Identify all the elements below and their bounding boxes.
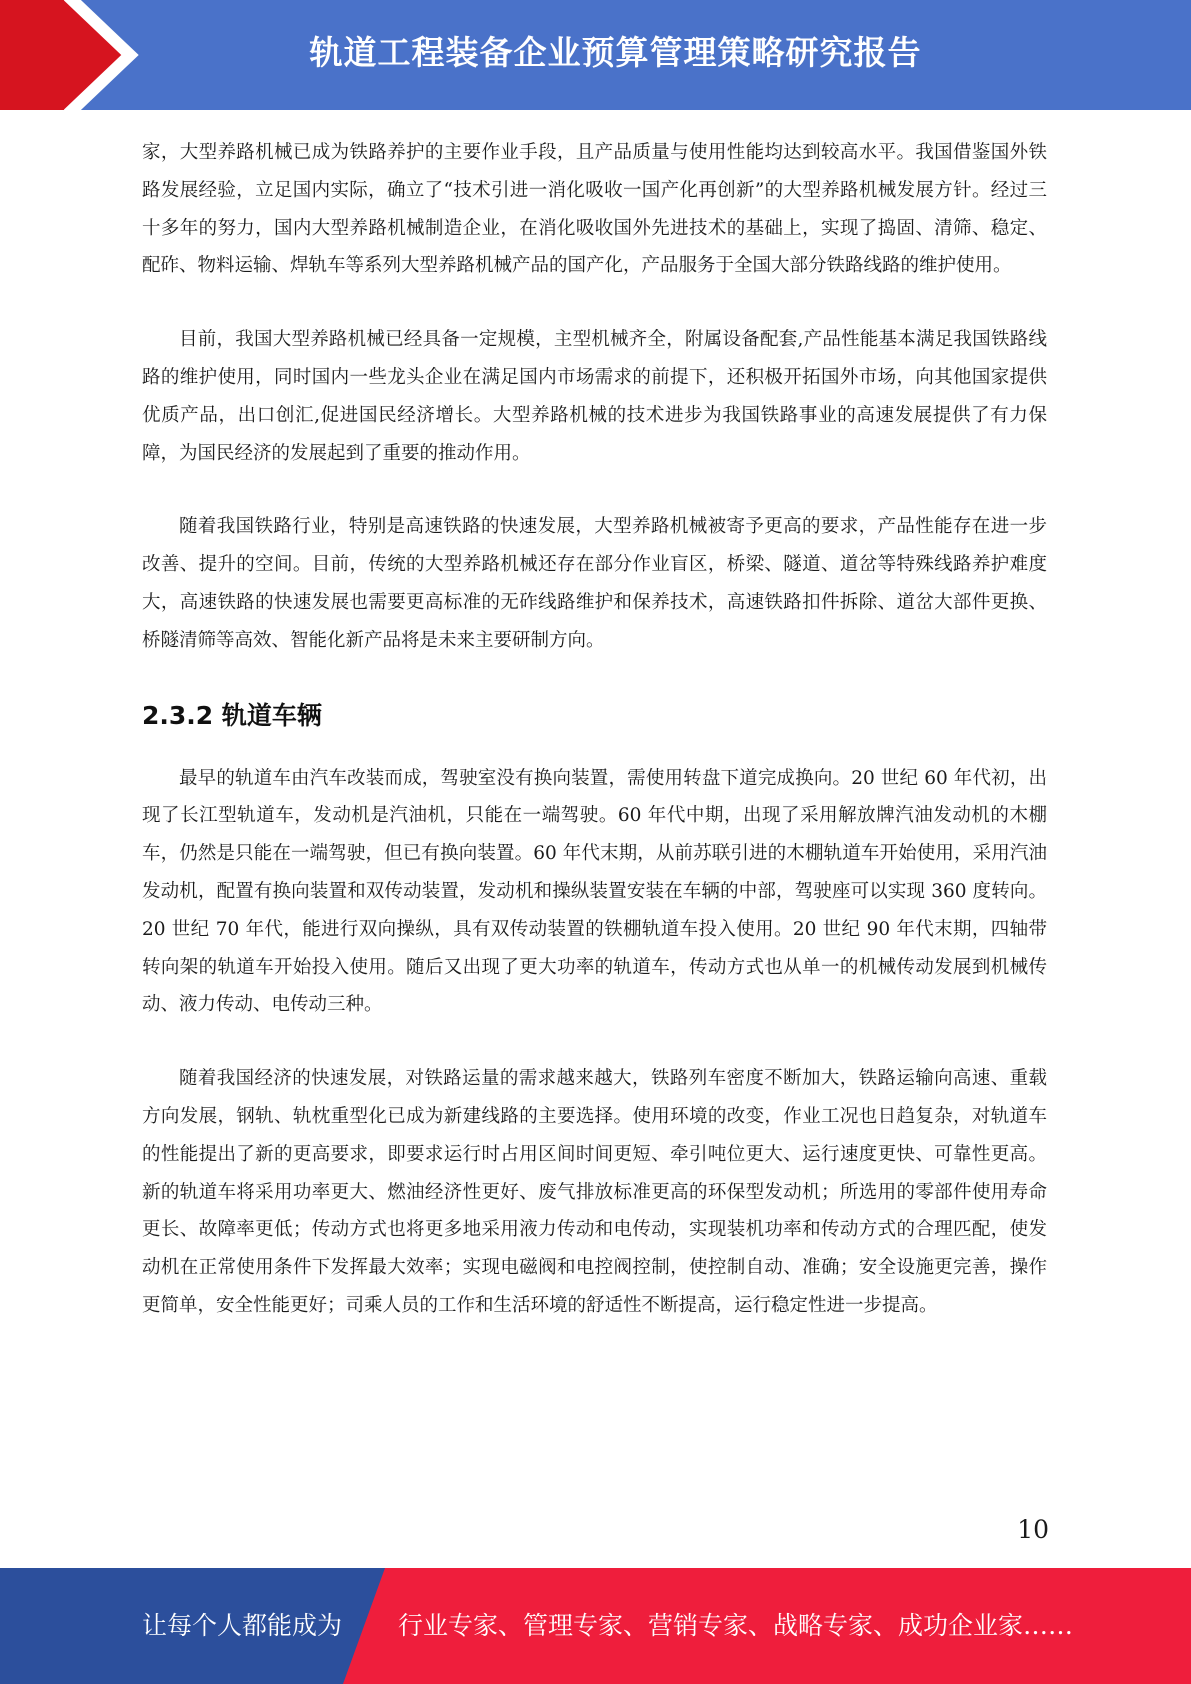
paragraph: 随着我国经济的快速发展，对铁路运量的需求越来越大，铁路列车密度不断加大，铁路运输向高速、重载方向发展，钢轨、轨枕重型化已成为新建线路的主要选择。使用环境的改变，作业工况也日趋复杂，对轨道车的性能提出了新的更高要求，即要求运行时占用区间时间更短、牵引吨位更大、运行速度更快、可靠性更高。新的轨道车将采用功率更大、燃油经济性更好、废气排放标准更高的环保型发动机；所选用的零部件使用寿命更长、故障率更低；传动方式也将更多地采用液力传动和电传动，实现装机功率和传动方式的合理匹配，使发动机在正常使用条件下发挥最大效率；实现电磁阀和电控阀控制，使控制自动、准确；安全设施更完善，操作更简单，安全性能更好；司乘人员的工作和生活环境的舒适性不断提高，运行稳定性进一步提高。 xyxy=(142,1068,1047,1316)
header-chevron-icon xyxy=(0,0,160,110)
document-body xyxy=(142,134,1047,1361)
footer-slogan-roles: 行业专家、管理专家、营销专家、战略专家、成功企业家…… xyxy=(398,1611,1074,1640)
report-title: 轨道工程装备企业预算管理策略研究报告 xyxy=(309,33,922,72)
paragraph: 最早的轨道车由汽车改装而成，驾驶室没有换向装置，需使用转盘下道完成换向。20 世纪 60 年代初，出现了长江型轨道车，发动机是汽油机，只能在一端驾驶。60 年代中期，出现了采用解放牌汽油发动机的木棚车，仍然是只能在一端驾驶，但已有换向装置。60 年代末期，从前苏联引进的木棚轨道车开始使用，采用汽油发动机，配置有换向装置和双传动装置，发动机和操纵装置安装在车辆的中部，驾驶座可以实现 360 度转向。20 世纪 70 年代，能进行双向操纵，具有双传动装置的铁棚轨道车投入使用。20 世纪 90 年代末期，四轴带转向架的轨道车开始投入使用。随后又出现了更大功率的轨道车，传动方式也从单一的机械传动发展到机械传动、液力传动、电传动三种。 xyxy=(142,767,1047,1016)
page-number: 10 xyxy=(1017,1515,1049,1544)
paragraph: 目前，我国大型养路机械已经具备一定规模，主型机械齐全，附属设备配套,产品性能基本满足我国铁路线路的维护使用，同时国内一些龙头企业在满足国内市场需求的前提下，还积极开拓国外市场，向其他国家提供优质产品，出口创汇,促进国民经济增长。大型养路机械的技术进步为我国铁路事业的高速发展提供了有力保障，为国民经济的发展起到了重要的推动作用。 xyxy=(142,329,1047,464)
page-header xyxy=(0,0,1191,110)
page-footer xyxy=(0,1568,1191,1684)
paragraph: 随着我国铁路行业，特别是高速铁路的快速发展，大型养路机械被寄予更高的要求，产品性能存在进一步改善、提升的空间。目前，传统的大型养路机械还存在部分作业盲区，桥梁、隧道、道岔等特殊线路养护难度大，高速铁路的快速发展也需要更高标准的无砟线路维护和保养技术，高速铁路扣件拆除、道岔大部件更换、桥隧清筛等高效、智能化新产品将是未来主要研制方向。 xyxy=(142,516,1047,651)
section-heading: 2.3.2 轨道车辆 xyxy=(142,700,322,730)
paragraph-continued: 家，大型养路机械已成为铁路养护的主要作业手段，且产品质量与使用性能均达到较高水平。我国借鉴国外铁路发展经验，立足国内实际，确立了“技术引进一消化吸收一国产化再创新”的大型养路机械发展方针。经过三十多年的努力，国内大型养路机械制造企业，在消化吸收国外先进技术的基础上，实现了捣固、清筛、稳定、配砟、物料运输、焊轨车等系列大型养路机械产品的国产化，产品服务于全国大部分铁路线路的维护使用。 xyxy=(142,142,1047,277)
footer-slogan-lead: 让每个人都能成为 xyxy=(142,1611,343,1640)
